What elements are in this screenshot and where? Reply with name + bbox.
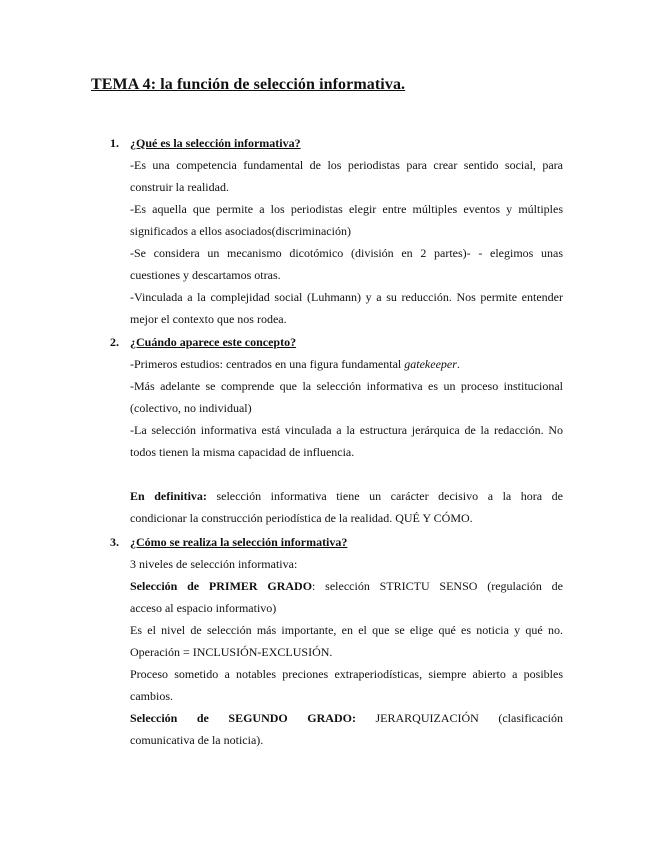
- conclusion-line: [130, 485, 563, 507]
- text-line: -Vinculada a la complejidad social (Luhmann) y a su reducción. Nos permite entender: [130, 290, 563, 304]
- text-line: todos tienen la misma capacidad de influencia.: [130, 445, 355, 459]
- text-line: -Más adelante se comprende que la selección informativa es un proceso institucional: [130, 379, 563, 393]
- section-number: 1.: [110, 136, 119, 150]
- text-line: -Es aquella que permite a los periodistas elegir entre múltiples eventos y múltiples: [130, 202, 563, 216]
- line-end: .: [456, 357, 460, 371]
- text-line: significados a ellos asociados(discriminación): [130, 224, 351, 238]
- text-line: -La selección informativa está vinculada a la estructura jerárquica de la redacción. No: [130, 423, 563, 437]
- text-line: [130, 353, 563, 375]
- text-line: [130, 575, 563, 597]
- text-line: [130, 707, 563, 729]
- section-heading: ¿Qué es la selección informativa?: [130, 136, 301, 150]
- text-line: construir la realidad.: [130, 180, 229, 194]
- text-line: Es el nivel de selección más importante, en el que se elige qué es noticia y qué no.: [130, 623, 563, 637]
- section-heading: ¿Cómo se realiza la selección informativa?: [130, 535, 348, 549]
- text-line: Operación = INCLUSIÓN-EXCLUSIÓN.: [130, 645, 333, 659]
- second-grade-label: Selección de SEGUNDO GRADO:: [130, 711, 356, 725]
- section-3-body: [130, 553, 563, 751]
- section-number: 2.: [110, 335, 119, 349]
- second-grade-text: JERARQUIZACIÓN (clasificación: [355, 711, 563, 725]
- text-line: 3 niveles de selección informativa:: [130, 557, 298, 571]
- document-title: TEMA 4: la función de selección informativa.: [91, 76, 406, 93]
- section-2-body: [130, 353, 563, 529]
- text-line: cuestiones y descartamos otras.: [130, 268, 281, 282]
- first-grade-label: Selección de PRIMER GRADO: [130, 579, 313, 593]
- text-line: cambios.: [130, 689, 173, 703]
- conclusion-line: condicionar la construcción periodística de la realidad. QUÉ Y CÓMO.: [130, 511, 473, 525]
- text-line: Proceso sometido a notables preciones extraperiodísticas, siempre abierto a posibles: [130, 667, 563, 681]
- section-1-body: [130, 154, 563, 330]
- text-line: -Es una competencia fundamental de los periodistas para crear sentido social, para: [130, 158, 563, 172]
- gatekeeper-term: gatekeeper: [404, 357, 457, 371]
- section-number: 3.: [110, 535, 119, 549]
- text-line: acceso al espacio informativo): [130, 601, 277, 615]
- text-line: -Se considera un mecanismo dicotómico (división en 2 partes)- - elegimos unas: [130, 246, 563, 260]
- conclusion-text: selección informativa tiene un carácter decisivo a la hora de: [206, 489, 563, 503]
- section-heading: ¿Cuándo aparece este concepto?: [130, 335, 297, 349]
- text-line: mejor el contexto que nos rodea.: [130, 312, 287, 326]
- conclusion-label: En definitiva:: [130, 489, 207, 503]
- line-text: -Primeros estudios: centrados en una figura fundamental: [130, 357, 405, 371]
- blank-line: [130, 463, 563, 485]
- text-line: (colectivo, no individual): [130, 401, 252, 415]
- text-line: comunicativa de la noticia).: [130, 733, 264, 747]
- first-grade-text: : selección STRICTU SENSO (regulación de: [312, 579, 563, 593]
